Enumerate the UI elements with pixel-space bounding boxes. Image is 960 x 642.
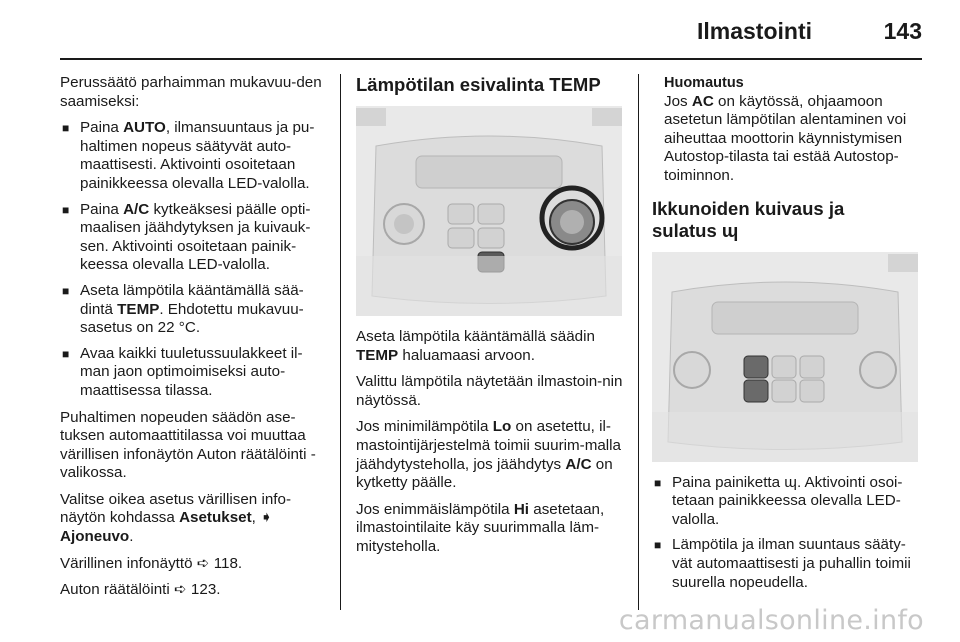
defrost-icon: ɰ — [721, 219, 739, 241]
reference-info-display: Värillinen infonäyttö ➪ 118. — [60, 554, 243, 572]
list-item: ■ Lämpötila ja ilman suuntaus sääty-vät automaattisesti ja puhallin toimii suurella nopeudella. — [654, 536, 911, 591]
section-heading-demist: Ikkunoiden kuivaus ja sulatus ɰ — [652, 197, 845, 241]
bullet-icon: ■ — [62, 346, 70, 361]
bullet-icon: ■ — [62, 121, 70, 136]
temp-instruction: Aseta lämpötila kääntämällä säädin TEMP haluamaasi arvoon. — [356, 328, 595, 364]
climate-panel-temp-figure — [356, 106, 622, 316]
defrost-list — [652, 474, 922, 593]
column-3 — [652, 74, 922, 600]
bullet-icon: ■ — [654, 475, 662, 490]
fan-speed-paragraph: Puhaltimen nopeuden säädön ase-tuksen automaattitilassa voi muuttaa värillisen infonäytön Auton räätälöinti -valikossa. — [60, 408, 316, 482]
intro-text: Perussäätö parhaimman mukavuu-den saamiseksi: — [60, 74, 322, 110]
list-item: ■ Paina painiketta ɰ. Aktivointi osoi-tetaan painikkeessa olevalla LED-valolla. — [654, 473, 903, 528]
note-box — [664, 74, 922, 186]
settings-paragraph: Valitse oikea asetus värillisen info-näytön kohdassa Asetukset, ➧ Ajoneuvo. — [60, 490, 292, 546]
basic-settings-list — [60, 119, 328, 400]
min-temp-text: Jos minimilämpötila Lo on asetettu, il-mastointijärjestelmä toimii suurim-malla jäähdytysteholla, jos jäähdytys A/C on kytketty päälle. — [356, 418, 622, 492]
section-heading-temp: Lämpötilan esivalinta TEMP — [356, 74, 601, 95]
list-item: ■ Aseta lämpötila kääntämällä sää-dintä TEMP. Ehdotettu mukavuu-sasetus on 22 °C. — [62, 281, 304, 337]
list-item: ■ Paina A/C kytkeäksesi päälle opti-maalisen jäähdytyksen ja kuivauk-sen. Aktivointi osoitetaan painik-keessa olevalla LED-valolla. — [62, 200, 311, 274]
header-rule — [60, 58, 922, 60]
watermark: carmanualsonline.info — [618, 605, 924, 636]
bullet-icon: ■ — [62, 283, 70, 298]
note-title: Huomautus — [664, 75, 744, 91]
list-item: ■ Paina AUTO, ilmansuuntaus ja pu-haltimen nopeus säätyvät auto-maattisesti. Aktivointi osoitetaan painikkeessa olevalla LED-valolla. — [62, 119, 315, 192]
reference-vehicle-personalization: Auton räätälöinti ➪ 123. — [60, 581, 221, 599]
page-number: 143 — [883, 18, 922, 44]
column-2 — [356, 74, 624, 565]
note-text: Jos AC on käytössä, ohjaamoon asetetun lämpötilan alentaminen voi aiheuttaa moottorin käynnistymisen Autostop-tilasta tai estää Autostop-toiminnon. — [664, 92, 907, 184]
bullet-icon: ■ — [654, 538, 662, 553]
column-separator-2 — [638, 74, 639, 610]
page-header-title: Ilmastointi — [696, 18, 812, 44]
list-item: ■ Avaa kaikki tuuletussuulakkeet il-man jaon optimoimiseksi auto-maattisessa tilassa. — [62, 344, 303, 399]
column-separator-1 — [340, 74, 341, 610]
column-1 — [60, 74, 328, 608]
climate-panel-defrost-figure — [652, 252, 918, 462]
bullet-icon: ■ — [62, 202, 70, 217]
temp-display-text: Valittu lämpötila näytetään ilmastoin-nin näytössä. — [356, 373, 623, 409]
max-temp-text: Jos enimmäislämpötila Hi asetetaan, ilmastointilaite käy suurimmalla läm-mitysteholla. — [356, 500, 605, 555]
